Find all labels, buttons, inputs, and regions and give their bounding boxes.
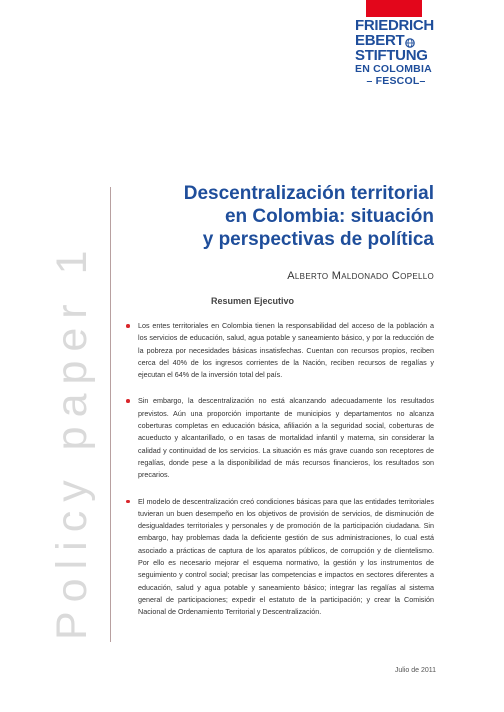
- bullet-dot-icon: [126, 399, 130, 403]
- summary-heading: Resumen Ejecutivo: [211, 296, 295, 306]
- bullet-dot-icon: [126, 324, 130, 328]
- summary-list: [126, 320, 434, 633]
- bullet-text: Los entes territoriales en Colombia tienen la responsabilidad del acceso de la población a los servicios de educación, salud, agua potable y saneamiento básico, y por la reducción de la pobreza por necesidades básicas insatisfechas. Cuentan con recursos propios, reciben cerca del 40% de los ingresos corrientes de la Nación, reciben recursos de regalías y ejecutan el 64% de la inversión total del país.: [138, 321, 434, 380]
- logo-line-2: [355, 33, 447, 48]
- logo-red-bar: [366, 0, 422, 17]
- logo-line-3: STIFTUNG: [355, 47, 428, 64]
- logo-line-4: EN COLOMBIA: [355, 63, 432, 75]
- logo-line-2-text: EBERT: [355, 32, 405, 49]
- title-line-3: y perspectivas de política: [202, 229, 434, 250]
- logo-line-1: FRIEDRICH: [355, 17, 434, 34]
- bullet-text: El modelo de descentralización creó condiciones básicas para que las entidades territoriales tuvieran un buen desempeño en los objetivos de provisión de servicios, de disminución de desigualdades territoriales y personales y de promoción de la participación ciudadana. Sin embargo, hay problemas dada la deficiente gestión de sus administraciones, lo cual está asociado a prácticas de captura de los aparatos públicos, de corrupción y de clientelismo. Por ello es necesario mejorar el esquema normativo, la gestión y los instrumentos de seguimiento y control social; precisar las competencias e impactos en sectores diferentes a educación, salud y agua potable y saneamiento básico; integrar las regalías al sistema general de participaciones; expedir el estatuto de la participación; y crear la Comisión Nacional de Ordenamiento Territorial y Descentralización.: [138, 496, 434, 617]
- globe-icon: [405, 36, 415, 46]
- fescol-logo: [355, 18, 447, 87]
- bullet-text: Sin embargo, la descentralización no está alcanzando adecuadamente los resultados previstos. Aún una proporción importante de municipios y departamentos no alcanza coberturas completas en educación básica, afiliación a la seguridad social, coberturas de acueducto y alcantarillado, o en tasas de mortalidad infantil y materna, sin considerar la calidad y continuidad de los servicios. La situación es más grave cuando son receptores de regalías, donde pese a la disponibilidad de más recursos financieros, los resultados son precarios.: [138, 396, 434, 480]
- publication-date: Julio de 2011: [394, 667, 436, 674]
- policy-paper-label: Policy paper 1: [48, 241, 96, 640]
- document-title: [184, 182, 434, 251]
- summary-bullet: [126, 496, 434, 619]
- side-divider: [110, 187, 111, 642]
- logo-line-5: – FESCOL–: [366, 75, 426, 87]
- summary-bullet: [126, 320, 434, 381]
- bullet-dot-icon: [126, 500, 130, 504]
- title-line-2: en Colombia: situación: [224, 206, 434, 227]
- title-line-1: Descentralización territorial: [183, 183, 434, 204]
- author-name: Alberto Maldonado Copello: [287, 270, 434, 282]
- summary-bullet: [126, 395, 434, 481]
